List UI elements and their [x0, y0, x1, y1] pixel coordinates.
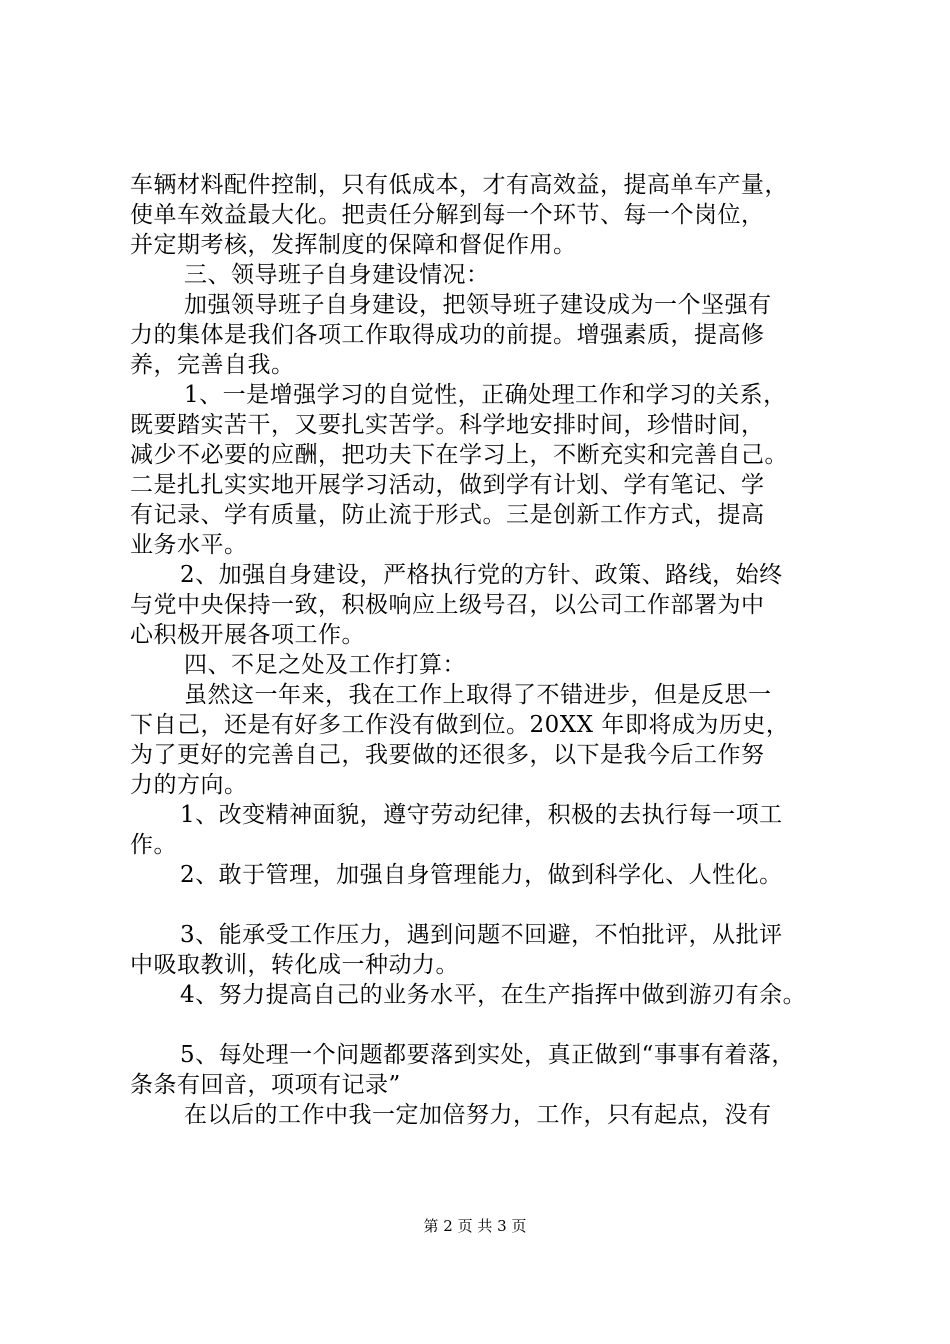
text-line: 力的方向。 — [130, 772, 248, 798]
text-line: 四、不足之处及工作打算： — [184, 652, 466, 678]
text-line: 车辆材料配件控制，只有低成本，才有高效益，提高单车产量， — [130, 172, 788, 198]
text-line: 既要踏实苦干，又要扎实苦学。科学地安排时间，珍惜时间， — [130, 412, 765, 438]
text-line: 1、一是增强学习的自觉性，正确处理工作和学习的关系， — [184, 382, 787, 408]
text-line: 业务水平。 — [130, 532, 248, 558]
text-line: 减少不必要的应酬，把功夫下在学习上，不断充实和完善自己。 — [130, 442, 788, 468]
page-footer: 第 2 页 共 3 页 — [423, 1217, 527, 1235]
text-line: 5、每处理一个问题都要落到实处，真正做到“事事有着落， — [180, 1042, 795, 1068]
text-line: 三、领导班子自身建设情况： — [184, 262, 490, 288]
document-body — [130, 170, 830, 1130]
text-line: 使单车效益最大化。把责任分解到每一个环节、每一个岗位， — [130, 202, 765, 228]
text-line: 作。 — [130, 832, 177, 858]
text-line: 二是扎扎实实地开展学习活动，做到学有计划、学有笔记、学 — [130, 472, 765, 498]
blank-line — [130, 890, 830, 920]
text-line: 养，完善自我。 — [130, 352, 295, 378]
text-line: 3、能承受工作压力，遇到问题不回避，不怕批评，从批评 — [180, 922, 783, 948]
text-line: 力的集体是我们各项工作取得成功的前提。增强素质，提高修 — [130, 322, 765, 348]
text-line: 2、加强自身建设，严格执行党的方针、政策、路线，始终 — [180, 562, 783, 588]
text-line: 并定期考核，发挥制度的保障和督促作用。 — [130, 232, 577, 258]
text-line: 1、改变精神面貌，遵守劳动纪律，积极的去执行每一项工 — [180, 802, 783, 828]
text-line: 为了更好的完善自己，我要做的还很多，以下是我今后工作努 — [130, 742, 765, 768]
text-line: 心积极开展各项工作。 — [130, 622, 365, 648]
text-line: 4、努力提高自己的业务水平，在生产指挥中做到游刃有余。 — [180, 982, 807, 1008]
blank-line — [130, 1010, 830, 1040]
text-line: 下自己，还是有好多工作没有做到位。20XX 年即将成为历史， — [130, 712, 790, 738]
text-line: 加强领导班子自身建设，把领导班子建设成为一个坚强有 — [184, 292, 772, 318]
text-line: 虽然这一年来，我在工作上取得了不错进步，但是反思一 — [184, 682, 772, 708]
text-line: 条条有回音，项项有记录” — [130, 1072, 401, 1098]
text-line: 与党中央保持一致，积极响应上级号召，以公司工作部署为中 — [130, 592, 765, 618]
text-line: 有记录、学有质量，防止流于形式。三是创新工作方式，提高 — [130, 502, 765, 528]
text-line: 中吸取教训，转化成一种动力。 — [130, 952, 459, 978]
text-line: 2、敢于管理，加强自身管理能力，做到科学化、人性化。 — [180, 862, 783, 888]
text-line: 在以后的工作中我一定加倍努力，工作，只有起点，没有 — [184, 1102, 772, 1128]
